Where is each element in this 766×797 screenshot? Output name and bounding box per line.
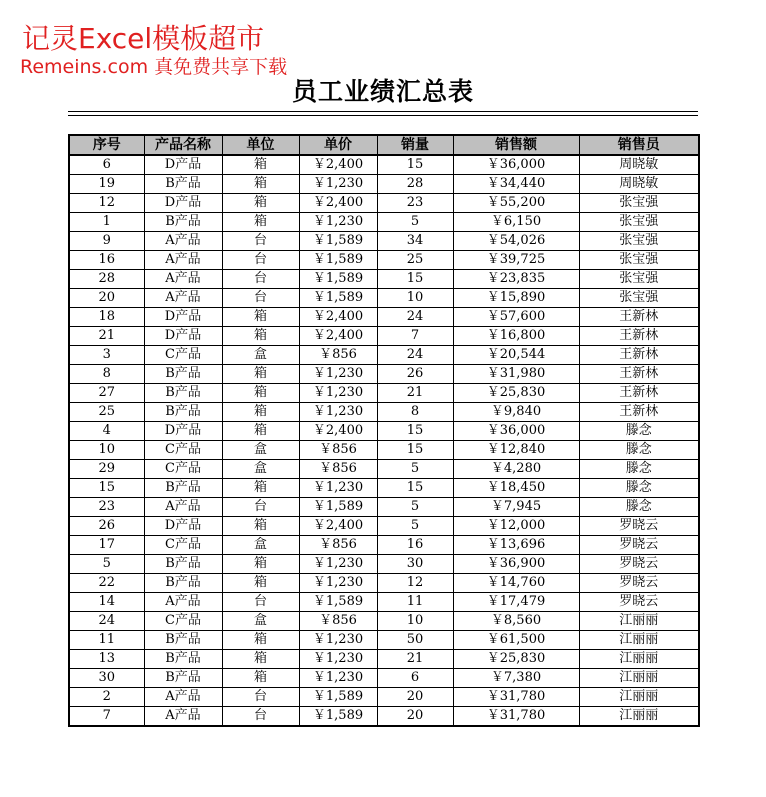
cell-unit: 台 [222, 593, 299, 612]
table-row [69, 403, 699, 422]
cell-amount: ￥55,200 [453, 194, 579, 213]
cell-amount: ￥36,000 [453, 155, 579, 175]
cell-price: ￥1,230 [299, 213, 377, 232]
cell-product: B产品 [144, 175, 222, 194]
cell-salesperson: 罗晓云 [579, 517, 699, 536]
cell-unit: 盒 [222, 536, 299, 555]
cell-salesperson: 周晓敏 [579, 175, 699, 194]
cell-unit: 箱 [222, 403, 299, 422]
header-quantity: 销量 [377, 135, 453, 155]
watermark-site: Remeins.com 真免费共享下载 [20, 56, 288, 78]
cell-index: 9 [69, 232, 144, 251]
cell-unit: 箱 [222, 213, 299, 232]
cell-unit: 箱 [222, 650, 299, 669]
cell-salesperson: 王新林 [579, 384, 699, 403]
cell-product: A产品 [144, 498, 222, 517]
cell-index: 25 [69, 403, 144, 422]
header-amount: 销售额 [453, 135, 579, 155]
cell-price: ￥2,400 [299, 422, 377, 441]
cell-quantity: 15 [377, 155, 453, 175]
cell-amount: ￥8,560 [453, 612, 579, 631]
cell-quantity: 21 [377, 650, 453, 669]
cell-salesperson: 罗晓云 [579, 574, 699, 593]
cell-quantity: 34 [377, 232, 453, 251]
cell-amount: ￥15,890 [453, 289, 579, 308]
cell-unit: 台 [222, 688, 299, 707]
cell-salesperson: 张宝强 [579, 270, 699, 289]
cell-index: 11 [69, 631, 144, 650]
table-row [69, 175, 699, 194]
cell-index: 28 [69, 270, 144, 289]
cell-price: ￥1,589 [299, 289, 377, 308]
cell-product: A产品 [144, 270, 222, 289]
cell-unit: 台 [222, 707, 299, 727]
cell-product: A产品 [144, 251, 222, 270]
cell-index: 13 [69, 650, 144, 669]
cell-product: B产品 [144, 555, 222, 574]
cell-unit: 箱 [222, 327, 299, 346]
table-row [69, 517, 699, 536]
cell-quantity: 24 [377, 346, 453, 365]
cell-salesperson: 王新林 [579, 308, 699, 327]
cell-quantity: 50 [377, 631, 453, 650]
cell-product: D产品 [144, 327, 222, 346]
cell-salesperson: 张宝强 [579, 251, 699, 270]
cell-price: ￥1,589 [299, 232, 377, 251]
cell-amount: ￥36,000 [453, 422, 579, 441]
title-underline [68, 111, 698, 112]
cell-amount: ￥31,780 [453, 707, 579, 727]
cell-price: ￥856 [299, 612, 377, 631]
cell-price: ￥2,400 [299, 155, 377, 175]
cell-price: ￥1,230 [299, 631, 377, 650]
cell-amount: ￥17,479 [453, 593, 579, 612]
cell-unit: 箱 [222, 384, 299, 403]
cell-salesperson: 王新林 [579, 403, 699, 422]
cell-unit: 箱 [222, 194, 299, 213]
cell-quantity: 28 [377, 175, 453, 194]
cell-index: 21 [69, 327, 144, 346]
cell-quantity: 25 [377, 251, 453, 270]
cell-price: ￥856 [299, 460, 377, 479]
table-row [69, 346, 699, 365]
table-row [69, 270, 699, 289]
table-row [69, 308, 699, 327]
cell-amount: ￥4,280 [453, 460, 579, 479]
cell-amount: ￥7,945 [453, 498, 579, 517]
cell-salesperson: 罗晓云 [579, 593, 699, 612]
cell-salesperson: 滕念 [579, 479, 699, 498]
cell-index: 4 [69, 422, 144, 441]
cell-salesperson: 江丽丽 [579, 669, 699, 688]
cell-price: ￥856 [299, 536, 377, 555]
cell-amount: ￥61,500 [453, 631, 579, 650]
cell-product: B产品 [144, 650, 222, 669]
cell-unit: 箱 [222, 517, 299, 536]
cell-salesperson: 江丽丽 [579, 650, 699, 669]
cell-price: ￥1,230 [299, 669, 377, 688]
cell-quantity: 5 [377, 213, 453, 232]
cell-product: C产品 [144, 612, 222, 631]
page-title: 员工业绩汇总表 [291, 77, 474, 106]
cell-unit: 台 [222, 251, 299, 270]
cell-quantity: 12 [377, 574, 453, 593]
cell-price: ￥2,400 [299, 308, 377, 327]
table-row [69, 194, 699, 213]
cell-unit: 箱 [222, 574, 299, 593]
cell-salesperson: 张宝强 [579, 232, 699, 251]
cell-unit: 盒 [222, 460, 299, 479]
cell-product: B产品 [144, 574, 222, 593]
cell-unit: 箱 [222, 365, 299, 384]
cell-quantity: 20 [377, 707, 453, 727]
cell-price: ￥2,400 [299, 517, 377, 536]
table-row [69, 232, 699, 251]
cell-price: ￥1,230 [299, 384, 377, 403]
header-salesperson: 销售员 [579, 135, 699, 155]
table-row [69, 650, 699, 669]
cell-product: C产品 [144, 536, 222, 555]
table-row [69, 536, 699, 555]
cell-quantity: 15 [377, 479, 453, 498]
cell-amount: ￥9,840 [453, 403, 579, 422]
cell-price: ￥1,589 [299, 251, 377, 270]
cell-price: ￥2,400 [299, 194, 377, 213]
cell-amount: ￥23,835 [453, 270, 579, 289]
cell-amount: ￥36,900 [453, 555, 579, 574]
cell-product: D产品 [144, 422, 222, 441]
header-row [69, 135, 699, 155]
cell-quantity: 5 [377, 517, 453, 536]
cell-index: 3 [69, 346, 144, 365]
cell-price: ￥1,589 [299, 707, 377, 727]
cell-product: D产品 [144, 155, 222, 175]
cell-unit: 箱 [222, 308, 299, 327]
cell-product: B产品 [144, 384, 222, 403]
cell-unit: 箱 [222, 555, 299, 574]
cell-salesperson: 周晓敏 [579, 155, 699, 175]
cell-amount: ￥7,380 [453, 669, 579, 688]
cell-quantity: 8 [377, 403, 453, 422]
cell-product: D产品 [144, 194, 222, 213]
cell-index: 30 [69, 669, 144, 688]
cell-quantity: 15 [377, 422, 453, 441]
cell-product: A产品 [144, 232, 222, 251]
cell-quantity: 15 [377, 270, 453, 289]
cell-index: 16 [69, 251, 144, 270]
cell-product: B产品 [144, 403, 222, 422]
cell-amount: ￥57,600 [453, 308, 579, 327]
cell-amount: ￥25,830 [453, 384, 579, 403]
table-row [69, 384, 699, 403]
table-row [69, 498, 699, 517]
cell-index: 2 [69, 688, 144, 707]
table-row [69, 612, 699, 631]
cell-index: 12 [69, 194, 144, 213]
title-underline-2 [68, 115, 698, 116]
table-body [69, 155, 699, 726]
table-row [69, 631, 699, 650]
table-row [69, 460, 699, 479]
cell-amount: ￥12,000 [453, 517, 579, 536]
cell-product: C产品 [144, 346, 222, 365]
cell-unit: 台 [222, 498, 299, 517]
cell-index: 17 [69, 536, 144, 555]
cell-index: 22 [69, 574, 144, 593]
cell-quantity: 20 [377, 688, 453, 707]
table-row [69, 422, 699, 441]
cell-index: 6 [69, 155, 144, 175]
cell-quantity: 10 [377, 289, 453, 308]
cell-product: D产品 [144, 517, 222, 536]
table-row [69, 289, 699, 308]
cell-unit: 箱 [222, 422, 299, 441]
cell-unit: 台 [222, 270, 299, 289]
cell-index: 1 [69, 213, 144, 232]
cell-quantity: 11 [377, 593, 453, 612]
cell-product: D产品 [144, 308, 222, 327]
cell-quantity: 24 [377, 308, 453, 327]
cell-price: ￥856 [299, 441, 377, 460]
cell-price: ￥1,230 [299, 555, 377, 574]
table-row [69, 574, 699, 593]
table-row [69, 213, 699, 232]
cell-quantity: 5 [377, 498, 453, 517]
cell-product: A产品 [144, 289, 222, 308]
cell-price: ￥1,589 [299, 498, 377, 517]
cell-salesperson: 张宝强 [579, 213, 699, 232]
cell-amount: ￥31,980 [453, 365, 579, 384]
cell-salesperson: 王新林 [579, 327, 699, 346]
cell-unit: 箱 [222, 155, 299, 175]
cell-quantity: 21 [377, 384, 453, 403]
cell-unit: 箱 [222, 669, 299, 688]
cell-product: A产品 [144, 593, 222, 612]
cell-index: 27 [69, 384, 144, 403]
cell-amount: ￥31,780 [453, 688, 579, 707]
cell-product: B产品 [144, 479, 222, 498]
table-row [69, 441, 699, 460]
cell-quantity: 7 [377, 327, 453, 346]
cell-salesperson: 张宝强 [579, 194, 699, 213]
cell-product: A产品 [144, 707, 222, 727]
cell-index: 15 [69, 479, 144, 498]
cell-salesperson: 滕念 [579, 422, 699, 441]
cell-index: 7 [69, 707, 144, 727]
cell-salesperson: 江丽丽 [579, 688, 699, 707]
table-row [69, 707, 699, 727]
table-row [69, 479, 699, 498]
cell-unit: 盒 [222, 441, 299, 460]
cell-salesperson: 滕念 [579, 460, 699, 479]
cell-index: 29 [69, 460, 144, 479]
header-price: 单价 [299, 135, 377, 155]
cell-amount: ￥18,450 [453, 479, 579, 498]
cell-quantity: 26 [377, 365, 453, 384]
cell-salesperson: 罗晓云 [579, 555, 699, 574]
table-row [69, 327, 699, 346]
table-row [69, 669, 699, 688]
cell-amount: ￥6,150 [453, 213, 579, 232]
cell-price: ￥1,589 [299, 270, 377, 289]
cell-price: ￥1,230 [299, 365, 377, 384]
cell-index: 10 [69, 441, 144, 460]
cell-index: 8 [69, 365, 144, 384]
cell-quantity: 15 [377, 441, 453, 460]
cell-unit: 箱 [222, 175, 299, 194]
cell-salesperson: 王新林 [579, 365, 699, 384]
cell-salesperson: 江丽丽 [579, 631, 699, 650]
cell-amount: ￥54,026 [453, 232, 579, 251]
cell-unit: 台 [222, 289, 299, 308]
cell-price: ￥2,400 [299, 327, 377, 346]
cell-quantity: 10 [377, 612, 453, 631]
table-row [69, 555, 699, 574]
cell-quantity: 23 [377, 194, 453, 213]
cell-index: 5 [69, 555, 144, 574]
cell-quantity: 30 [377, 555, 453, 574]
table-row [69, 688, 699, 707]
cell-salesperson: 王新林 [579, 346, 699, 365]
cell-price: ￥1,230 [299, 403, 377, 422]
header-product: 产品名称 [144, 135, 222, 155]
cell-price: ￥856 [299, 346, 377, 365]
cell-amount: ￥12,840 [453, 441, 579, 460]
cell-price: ￥1,230 [299, 175, 377, 194]
cell-unit: 盒 [222, 612, 299, 631]
cell-index: 23 [69, 498, 144, 517]
cell-product: B产品 [144, 631, 222, 650]
cell-product: C产品 [144, 460, 222, 479]
cell-quantity: 5 [377, 460, 453, 479]
cell-amount: ￥13,696 [453, 536, 579, 555]
cell-price: ￥1,589 [299, 688, 377, 707]
cell-index: 18 [69, 308, 144, 327]
cell-unit: 箱 [222, 479, 299, 498]
cell-salesperson: 江丽丽 [579, 707, 699, 727]
table-row [69, 155, 699, 175]
cell-quantity: 6 [377, 669, 453, 688]
cell-price: ￥1,230 [299, 650, 377, 669]
table-row [69, 365, 699, 384]
table-row [69, 593, 699, 612]
cell-unit: 箱 [222, 631, 299, 650]
cell-amount: ￥20,544 [453, 346, 579, 365]
cell-product: B产品 [144, 213, 222, 232]
cell-salesperson: 张宝强 [579, 289, 699, 308]
cell-amount: ￥16,800 [453, 327, 579, 346]
header-unit: 单位 [222, 135, 299, 155]
cell-index: 26 [69, 517, 144, 536]
sales-summary-table [68, 134, 700, 727]
cell-salesperson: 滕念 [579, 498, 699, 517]
cell-index: 19 [69, 175, 144, 194]
cell-unit: 台 [222, 232, 299, 251]
cell-amount: ￥39,725 [453, 251, 579, 270]
cell-amount: ￥14,760 [453, 574, 579, 593]
cell-salesperson: 滕念 [579, 441, 699, 460]
cell-amount: ￥25,830 [453, 650, 579, 669]
cell-salesperson: 江丽丽 [579, 612, 699, 631]
cell-product: B产品 [144, 669, 222, 688]
table-row [69, 251, 699, 270]
cell-amount: ￥34,440 [453, 175, 579, 194]
cell-product: A产品 [144, 688, 222, 707]
cell-index: 14 [69, 593, 144, 612]
cell-unit: 盒 [222, 346, 299, 365]
cell-index: 20 [69, 289, 144, 308]
cell-price: ￥1,230 [299, 574, 377, 593]
watermark-brand: 记灵Excel模板超市 [22, 22, 265, 55]
cell-product: B产品 [144, 365, 222, 384]
cell-index: 24 [69, 612, 144, 631]
cell-product: C产品 [144, 441, 222, 460]
cell-price: ￥1,589 [299, 593, 377, 612]
cell-salesperson: 罗晓云 [579, 536, 699, 555]
cell-quantity: 16 [377, 536, 453, 555]
header-index: 序号 [69, 135, 144, 155]
cell-price: ￥1,230 [299, 479, 377, 498]
